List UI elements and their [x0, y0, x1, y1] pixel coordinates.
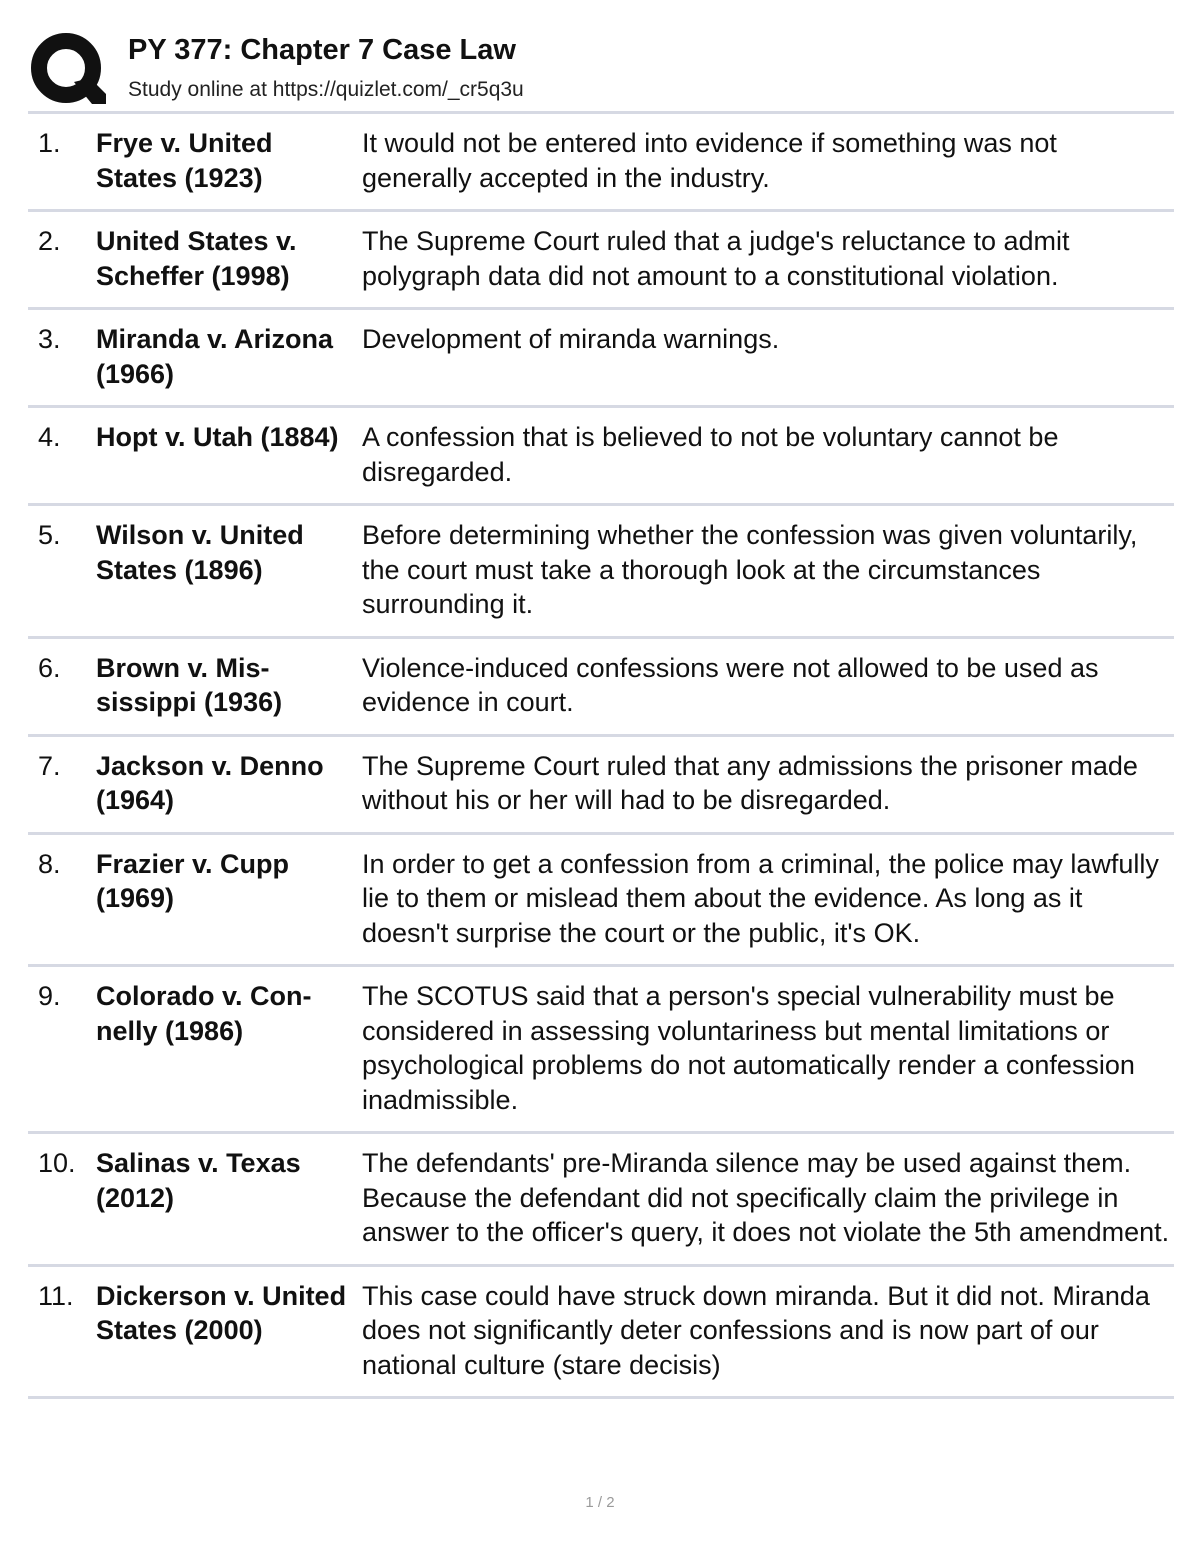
- page-header: [28, 30, 1174, 108]
- quizlet-logo-icon: [30, 32, 106, 108]
- card-definition: The defendants' pre-Miranda silence may be used against them. Because the defendant did not specifically claim the privilege in answer to the officer's query, it does not violate the 5th amendment.: [362, 1148, 1170, 1247]
- card-definition: The SCOTUS said that a person's special vulnerability must be considered in assessing voluntariness but mental limitations or psychological problems do not automatically render a confession inadmissible.: [362, 981, 1135, 1115]
- card-definition: This case could have struck down miranda. But it did not. Miranda does not significantly deter confessions and is now part of our national culture (stare decisis): [362, 1280, 1150, 1380]
- card-term: Miranda v. Arizona (1966): [96, 324, 334, 389]
- flashcard-row: [28, 835, 1174, 968]
- card-definition: It would not be entered into evidence if something was not generally accepted in the industry.: [362, 128, 1057, 193]
- card-term: United States v. Scheffer (1998): [96, 226, 297, 291]
- flashcard-row: [28, 212, 1174, 310]
- page-number: 1 / 2: [585, 1494, 615, 1511]
- card-term: Dickerson v. United States (2000): [96, 1280, 347, 1345]
- card-number: 2.: [38, 226, 61, 256]
- card-term: Salinas v. Texas (2012): [96, 1148, 301, 1213]
- flashcard-list: [28, 114, 1174, 1399]
- flashcard-row: [28, 1134, 1174, 1267]
- card-definition: A confession that is believed to not be voluntary cannot be disregarded.: [362, 422, 1059, 487]
- card-term: Colorado v. Connelly (1986): [96, 981, 312, 1046]
- card-definition: In order to get a confession from a criminal, the police may lawfully lie to them or mislead them about the evidence. As long as it doesn't surprise the court or the public, it's OK.: [362, 848, 1159, 948]
- card-definition: Violence-induced confessions were not allowed to be used as evidence in court.: [362, 652, 1099, 717]
- card-number: 1.: [38, 128, 61, 158]
- study-link-text: Study online at https://quizlet.com/_cr5q3u: [128, 78, 524, 101]
- flashcard-row: [28, 967, 1174, 1134]
- flashcard-row: [28, 1267, 1174, 1400]
- card-term: Jackson v. Denno (1964): [96, 750, 324, 815]
- card-number: 9.: [38, 981, 61, 1011]
- card-term: Brown v. Mississippi (1936): [96, 652, 283, 717]
- card-definition: Before determining whether the confession was given voluntarily, the court must take a thorough look at the circumstances surrounding it.: [362, 520, 1138, 619]
- card-number: 4.: [38, 422, 61, 452]
- flashcard-row: [28, 408, 1174, 506]
- flashcard-row: [28, 114, 1174, 212]
- card-term: Frye v. United States (1923): [96, 128, 273, 193]
- card-term: Wilson v. United States (1896): [96, 520, 304, 585]
- card-number: 11.: [38, 1280, 74, 1311]
- flashcard-row: [28, 737, 1174, 835]
- card-definition: The Supreme Court ruled that any admissions the prisoner made without his or her will had to be disregarded.: [362, 750, 1138, 815]
- card-term: Hopt v. Utah (1884): [96, 422, 339, 452]
- flashcard-row: [28, 506, 1174, 639]
- page-title: PY 377: Chapter 7 Case Law: [128, 34, 516, 66]
- flashcard-row: [28, 639, 1174, 737]
- card-number: 5.: [38, 520, 61, 550]
- card-number: 6.: [38, 652, 61, 683]
- card-number: 7.: [38, 750, 61, 781]
- card-definition: The Supreme Court ruled that a judge's reluctance to admit polygraph data did not amount to a constitutional violation.: [362, 226, 1070, 291]
- card-number: 8.: [38, 848, 61, 879]
- card-term: Frazier v. Cupp (1969): [96, 848, 290, 913]
- card-number: 3.: [38, 324, 61, 354]
- flashcard-row: [28, 310, 1174, 408]
- card-definition: Development of miranda warnings.: [362, 324, 780, 354]
- card-number: 10.: [38, 1148, 76, 1178]
